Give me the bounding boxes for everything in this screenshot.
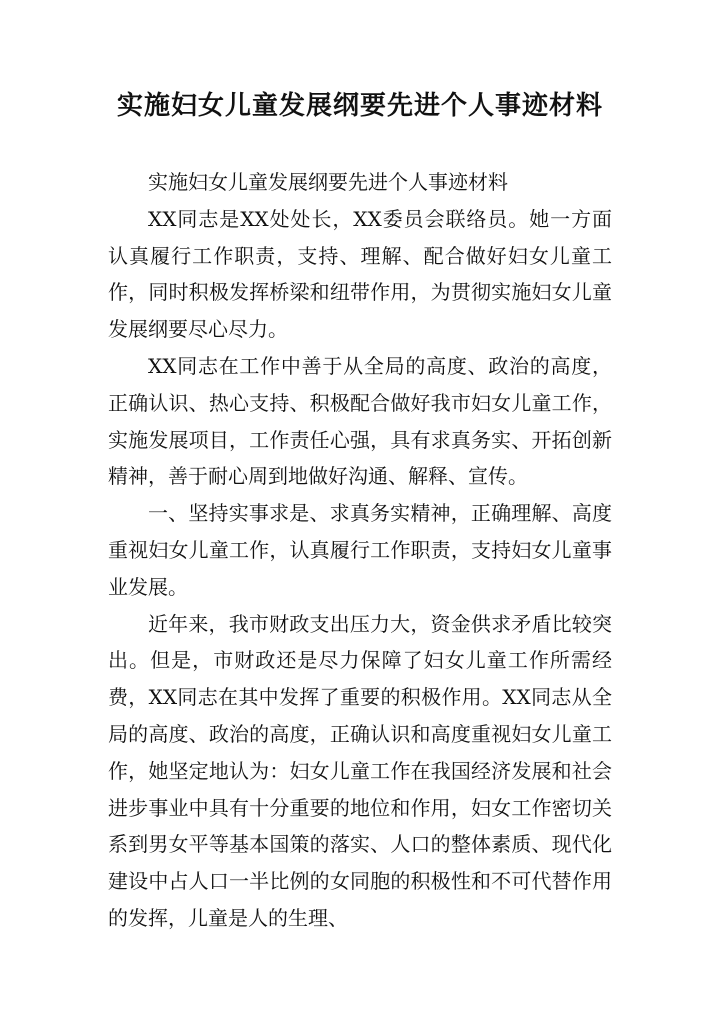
paragraph-intro: XX同志是XX处处长，XX委员会联络员。她一方面认真履行工作职责，支持、理解、配合做好妇女儿童工作，同时积极发挥桥梁和纽带作用，为贯彻实施妇女儿童发展纲要尽心尽力。	[108, 206, 612, 342]
document-title: 实施妇女儿童发展纲要先进个人事迹材料	[116, 91, 603, 121]
paragraph-section-one-body: 近年来，我市财政支出压力大，资金供求矛盾比较突出。但是，市财政还是尽力保障了妇女儿童工作所需经费，XX同志在其中发挥了重要的积极作用。XX同志从全局的高度、政治的高度，正确认识和高度重视妇女儿童工作，她坚定地认为：妇女儿童工作在我国经济发展和社会进步事业中具有十分重要的地位和作用，妇女工作密切关系到男女平等基本国策的落实、人口的整体素质、现代化建设中占人口一半比例的女同胞的积极性和不可代替作用的发挥，儿童是人的生理、	[108, 611, 612, 930]
paragraph-subtitle: 实施妇女儿童发展纲要先进个人事迹材料	[148, 170, 508, 194]
paragraph-overview: XX同志在工作中善于从全局的高度、政治的高度，正确认识、热心支持、积极配合做好我市妇女儿童工作，实施发展项目，工作责任心强，具有求真务实、开拓创新精神，善于耐心周到地做好沟通、解释、宣传。	[108, 353, 612, 489]
paragraph-section-one-heading: 一、坚持实事求是、求真务实精神，正确理解、高度重视妇女儿童工作，认真履行工作职责，支持妇女儿童事业发展。	[108, 501, 612, 599]
document-body	[108, 164, 612, 937]
